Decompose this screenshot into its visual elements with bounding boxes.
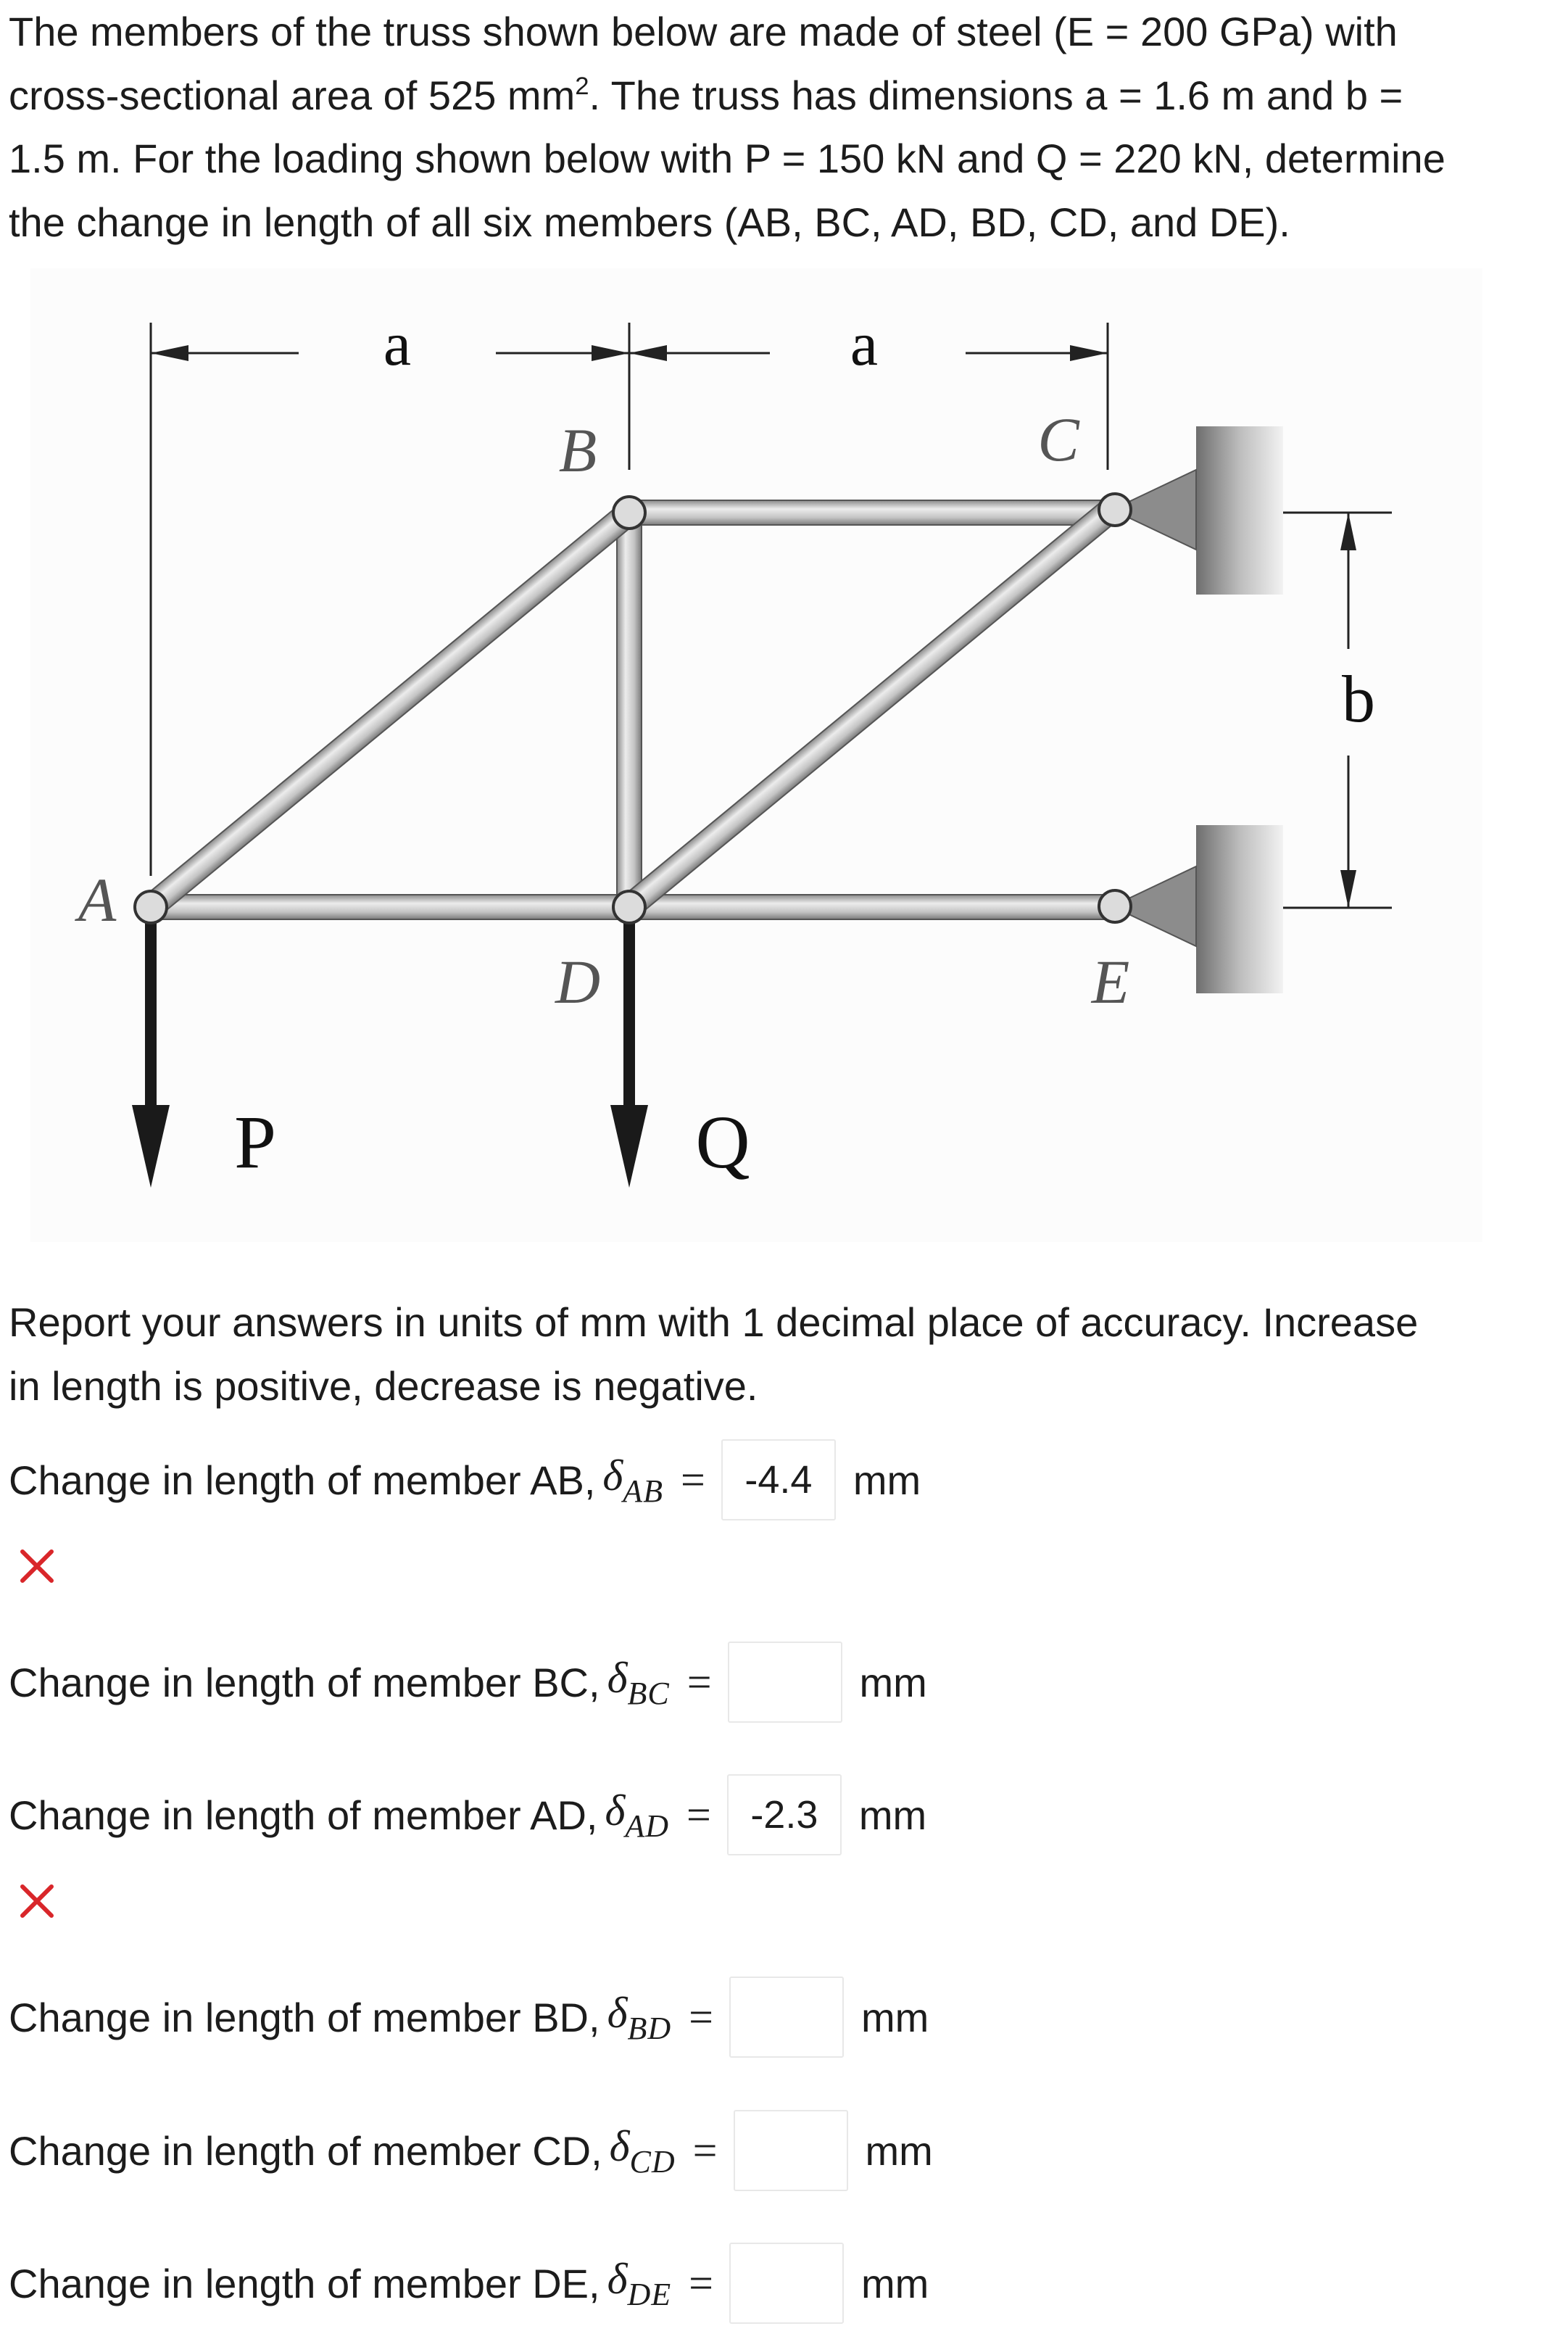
problem-line-1: The members of the truss shown below are made of steel (E = 200 GPa) with <box>9 9 1398 54</box>
unit-label: mm <box>865 2127 933 2174</box>
unit-label: mm <box>853 1457 921 1503</box>
unit-label: mm <box>860 2260 929 2306</box>
problem-statement <box>9 0 1560 254</box>
problem-line-3: 1.5 m. For the loading shown below with P = 150 kN and Q = 220 kN, determine <box>9 136 1445 181</box>
instructions <box>9 1291 1560 1417</box>
unit-label: mm <box>858 1792 927 1838</box>
delta-symbol: $\delta_{BC}$ <box>607 1653 670 1711</box>
problem-line-2 <box>9 64 1560 128</box>
question-cd <box>9 2108 933 2193</box>
dim-a-left-label: a <box>383 309 412 378</box>
question-label: Change in length of member AD, <box>9 1792 598 1838</box>
member-bc <box>629 500 1115 525</box>
delta-symbol: $\delta_{AB}$ <box>602 1451 664 1509</box>
problem-line-2b: . The truss has dimensions a = 1.6 m and b = <box>589 72 1403 118</box>
equals-sign: = <box>686 1657 712 1706</box>
question-label: Change in length of member CD, <box>9 2127 602 2174</box>
load-q-label: Q <box>695 1101 750 1184</box>
pin-c <box>1099 494 1131 526</box>
x-mark-icon <box>16 1880 58 1922</box>
truss-diagram <box>30 268 1482 1242</box>
instructions-line-2: in length is positive, decrease is negative. <box>9 1362 758 1409</box>
node-e-label: E <box>1091 947 1130 1017</box>
answer-input-ab[interactable] <box>721 1439 836 1520</box>
x-mark-icon <box>16 1545 58 1587</box>
question-bd <box>9 1974 929 2060</box>
problem-line-2a: cross-sectional area of 525 mm <box>9 72 576 118</box>
delta-symbol: $\delta_{DE}$ <box>607 2254 672 2312</box>
delta-symbol: $\delta_{BD}$ <box>607 1988 672 2046</box>
problem-line-4: the change in length of all six members (AB, BC, AD, BD, CD, and DE). <box>9 199 1290 245</box>
equals-sign: = <box>681 1455 705 1504</box>
member-bd <box>617 513 642 907</box>
pin-e <box>1099 890 1131 922</box>
figure-background <box>30 268 1482 1242</box>
dim-a-right-label: a <box>850 309 879 378</box>
answer-input-bc[interactable] <box>728 1642 842 1723</box>
equals-sign: = <box>686 1790 711 1839</box>
pin-d <box>613 891 645 923</box>
node-a-label: A <box>78 865 117 935</box>
answer-input-de[interactable] <box>729 2243 844 2324</box>
question-bc <box>9 1639 927 1725</box>
truss-figure <box>30 268 1482 1242</box>
delta-symbol: $\delta_{AD}$ <box>605 1786 670 1844</box>
dim-b-label: b <box>1342 662 1375 736</box>
node-b-label: B <box>558 415 597 485</box>
question-label: Change in length of member AB, <box>9 1457 596 1503</box>
pin-support-icon <box>1196 426 1283 595</box>
question-label: Change in length of member BC, <box>9 1659 600 1705</box>
problem-superscript: 2 <box>575 72 589 100</box>
equals-sign: = <box>692 2126 718 2174</box>
node-d-label: D <box>555 947 601 1017</box>
unit-label: mm <box>860 1994 929 2040</box>
instructions-line-1: Report your answers in units of mm with 1 decimal place of accuracy. Increase <box>9 1299 1419 1345</box>
answer-input-ad[interactable] <box>727 1774 842 1855</box>
load-p-label: P <box>234 1101 276 1184</box>
node-c-label: C <box>1037 405 1079 474</box>
answer-input-bd[interactable] <box>729 1977 844 2058</box>
pin-a <box>135 891 167 923</box>
pin-support-icon <box>1196 825 1283 993</box>
delta-symbol: $\delta_{CD}$ <box>609 2122 676 2180</box>
equals-sign: = <box>689 2259 713 2307</box>
equals-sign: = <box>689 1992 713 2041</box>
question-ad <box>9 1772 926 1858</box>
answer-input-cd[interactable] <box>734 2110 848 2191</box>
question-label: Change in length of member DE, <box>9 2260 600 2306</box>
pin-b <box>613 497 645 529</box>
question-ab <box>9 1437 921 1523</box>
question-label: Change in length of member BD, <box>9 1994 600 2040</box>
question-de <box>9 2240 929 2326</box>
unit-label: mm <box>859 1659 927 1705</box>
